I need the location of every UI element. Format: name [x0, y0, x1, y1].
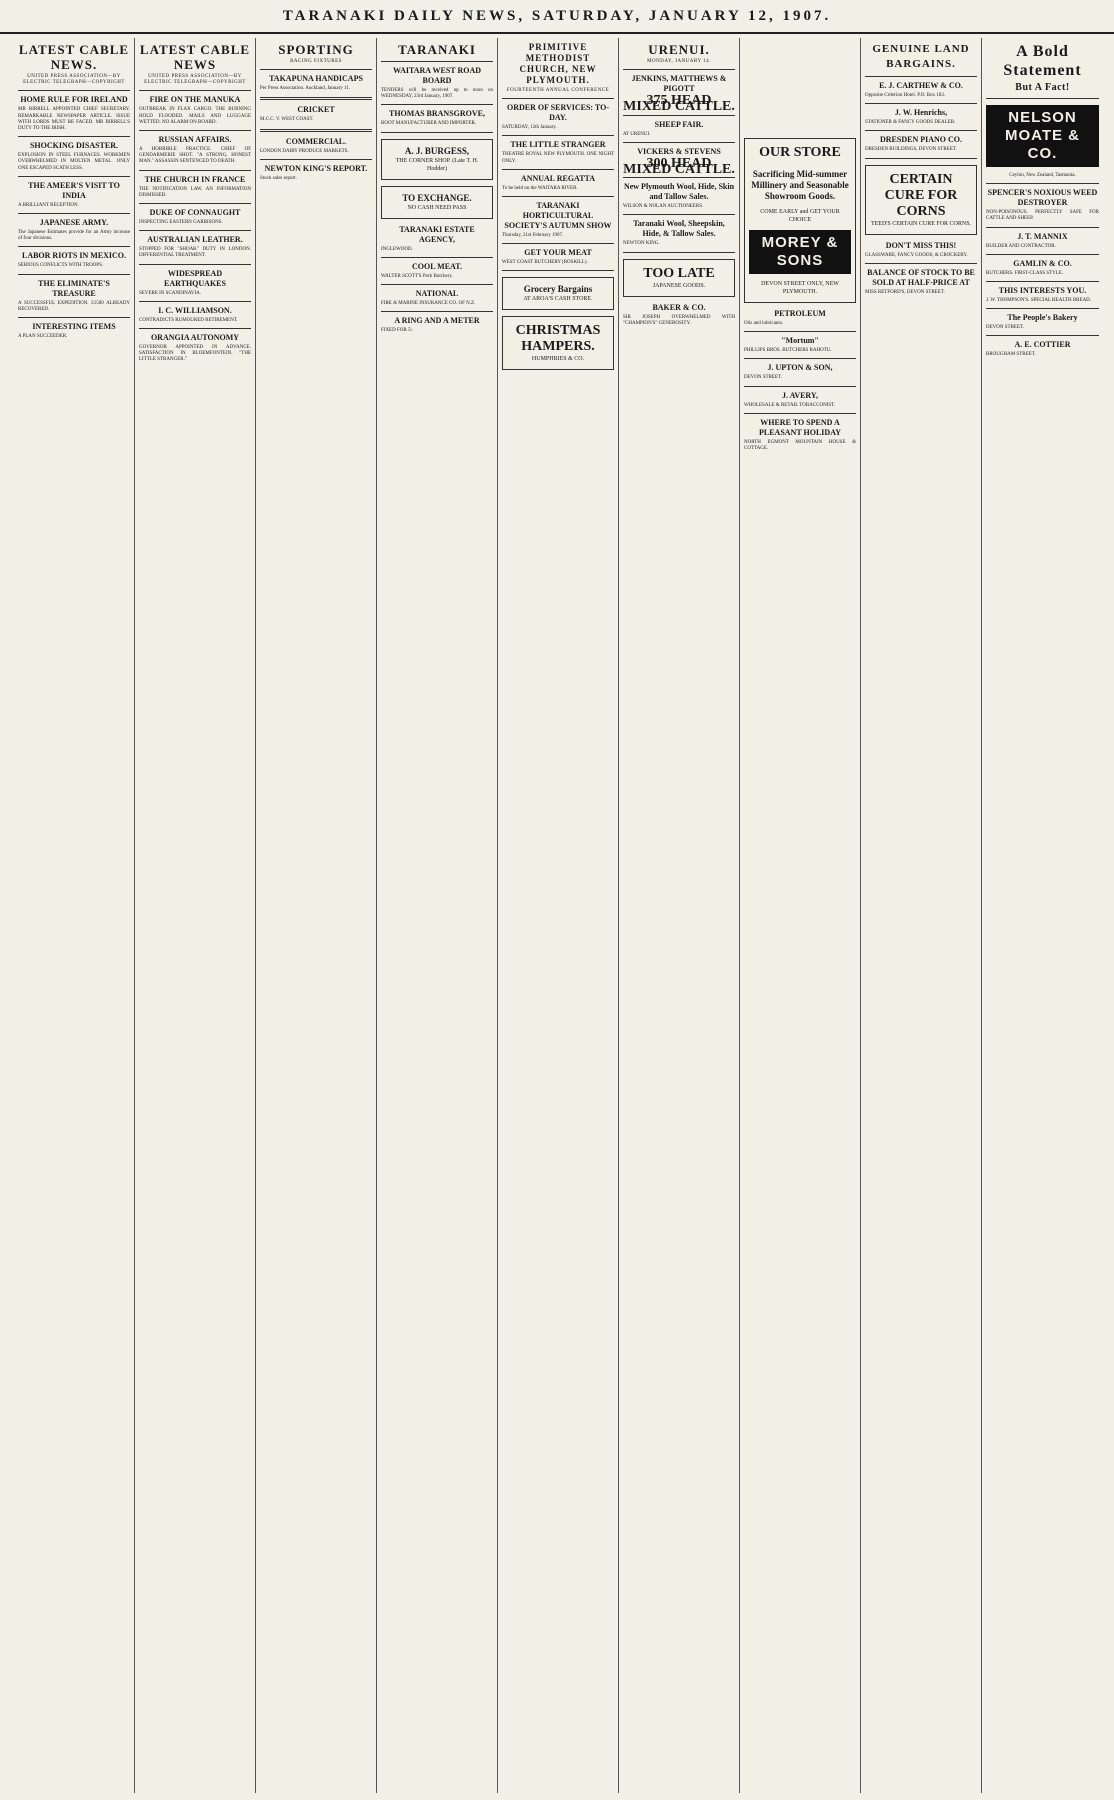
ad-address: DEVON STREET ONLY, NEW PLYMOUTH. — [761, 281, 839, 295]
article-body: STOPPED FOR "SHOAK" DUTY IN LONDON. DIFFERENTIAL TREATMENT. — [139, 247, 251, 259]
article-body: Opposite Criterion Hotel. P.O. Box 183. — [865, 93, 946, 98]
article-title: INTERESTING ITEMS — [32, 322, 116, 332]
article-body: WHOLESALE & RETAIL TOBACCONIST. — [744, 402, 836, 408]
article-title: J. W. Henrichs, — [894, 108, 948, 118]
article-title: DON'T MISS THIS! — [885, 240, 957, 250]
article-title: LABOR RIOTS IN MEXICO. — [21, 251, 126, 261]
ad-too-late — [623, 259, 735, 297]
article-body: THE NOTIFICATION LAW. AN INFORMATION DISMISSED. — [139, 186, 251, 198]
ad-body: NO CASH NEED PASS — [407, 204, 467, 211]
article-body: DRESDEN BUILDINGS, DEVON STREET. — [865, 147, 957, 153]
article-title: SHEEP FAIR. — [654, 119, 704, 129]
article-body: SEVERE IN SCANDINAVIA. — [139, 290, 201, 296]
article-body: BUTCHERS. FIRST-CLASS STYLE. — [986, 270, 1064, 276]
article-body: The Japanese Estimates provide for an Army increase of four divisions. — [18, 230, 130, 242]
column-3 — [256, 38, 377, 1793]
article-body: MISS RETFORD'S, DEVON STREET. — [865, 289, 945, 295]
column-kicker: UNITED PRESS ASSOCIATION—BY ELECTRIC TELEGRAPH—COPYRIGHT — [23, 74, 125, 86]
ad-burgess — [381, 139, 493, 180]
column-kicker: RACING FIXTURES — [290, 59, 342, 64]
article-title: HOME RULE FOR IRELAND — [20, 95, 128, 105]
ad-body: AT AROA'S CASH STORE. — [523, 296, 593, 303]
article-title: PETROLEUM — [774, 309, 826, 318]
column-kicker: But A Fact! — [1015, 82, 1070, 93]
article-body: J. W. THOMPSON'S. SPECIAL HEALTH BREAD. — [986, 298, 1092, 304]
article-body: TENDERS will be received up to noon on WEDNESDAY, 23rd January, 1907. — [381, 88, 493, 100]
column-6 — [619, 38, 740, 1793]
ad-hampers — [502, 316, 614, 370]
article-title: J. T. MANNIX — [1017, 231, 1068, 241]
article-body: GLASSWARE, FANCY GOODS, & CROCKERY. — [865, 252, 968, 258]
article-title: I. C. WILLIAMSON. — [158, 305, 232, 315]
article-body: SERIOUS CONFLICTS WITH TROOPS. — [18, 263, 104, 269]
article-title: J. UPTON & SON, — [767, 363, 833, 373]
article-body: FIRE & MARINE INSURANCE CO. OF N.Z. — [381, 301, 476, 307]
ad-body: COME EARLY and GET YOUR CHOICE — [760, 209, 840, 223]
column-heading: GENUINE LAND BARGAINS. — [872, 43, 970, 70]
column-heading: LATEST CABLE NEWS — [139, 42, 251, 72]
article-body: SATURDAY, 12th January. — [502, 125, 557, 131]
article-title: JENKINS, MATTHEWS & PIGOTT — [631, 74, 727, 94]
nelson-moate-logo: NELSON MOATE & CO. — [986, 105, 1099, 167]
morey-sons-logo: MOREY & SONS — [749, 230, 851, 274]
article-title: A RING AND A METER — [394, 316, 480, 326]
article-body: MR BIRRELL APPOINTED CHIEF SECRETARY. REMARKABLE NEWSPAPER ARTICLE. ISSUE WITH LORDS MUST BE FACED. MR BIRRELL'S DUTY TO THE IRISH. — [18, 107, 130, 132]
column-heading: SPORTING — [278, 42, 354, 57]
column-1 — [14, 38, 135, 1793]
article-body: A SUCCESSFUL EXPEDITION. £1500 ALREADY RECOVERED. — [18, 300, 130, 312]
article-title: SPENCER'S NOXIOUS WEED DESTROYER — [987, 188, 1098, 208]
article-body: 300 HEAD MIXED CATTLE. — [623, 155, 735, 178]
article-title: THE LITTLE STRANGER — [510, 140, 606, 150]
article-body: A PLAN SUCCEEDER. — [18, 334, 68, 340]
article-body: AT URENUI. — [623, 131, 651, 137]
article-body: Thursday, 21st February 1907. — [502, 233, 564, 239]
article-body: NORTH EGMONT MOUNTAIN HOUSE & COTTAGE. — [744, 439, 856, 452]
article-title: WAITARA WEST ROAD BOARD — [392, 66, 482, 85]
ad-title: TOO LATE — [643, 265, 715, 281]
article-body: M.C.C. V. WEST COAST. — [260, 117, 314, 123]
article-body: BUILDER AND CONTRACTOR. — [986, 243, 1056, 249]
article-title: CRICKET — [297, 105, 335, 115]
ad-title: A. J. BURGESS, — [404, 145, 470, 156]
article-body: STATIONER & FANCY GOODS DEALER. — [865, 120, 956, 126]
column-4 — [377, 38, 498, 1793]
column-heading: LATEST CABLE NEWS. — [18, 42, 130, 72]
column-9 — [982, 38, 1103, 1793]
article-body: WILSON & NOLAN AUCTIONEERS. — [623, 204, 704, 210]
ad-title: TO EXCHANGE. — [402, 192, 472, 203]
article-title: A. E. COTTIER — [1014, 340, 1071, 350]
article-title: TARANAKI ESTATE AGENCY, — [399, 224, 475, 244]
ad-corns — [865, 165, 977, 235]
article-body: CONTRADICTS RUMOURED RETIREMENT. — [139, 317, 238, 323]
ad-grocery — [502, 277, 614, 310]
article-title: New Plymouth Wool, Hide, Skin and Tallow Sales. — [623, 182, 735, 202]
column-heading: TARANAKI — [398, 42, 476, 57]
article-title: WHERE TO SPEND A PLEASANT HOLIDAY — [758, 417, 842, 437]
article-title: J. AVERY, — [782, 390, 818, 400]
article-body: To be held on the WAITARA RIVER. — [502, 185, 578, 191]
newspaper-columns — [14, 38, 1104, 1793]
article-body: 375 HEAD MIXED CATTLE. — [623, 93, 735, 115]
article-body: WALTER SCOTT'S Pork Butchery. — [381, 273, 453, 279]
article-title: WIDESPREAD EARTHQUAKES — [164, 268, 226, 288]
article-title: DRESDEN PIANO CO. — [879, 135, 962, 145]
article-body: INGLEWOOD. — [381, 246, 413, 252]
article-body: PHILLIPS BROS. BUTCHERS RAHOTU. — [744, 348, 832, 354]
ad-title: OUR STORE — [759, 145, 841, 160]
column-kicker: UNITED PRESS ASSOCIATION—BY ELECTRIC TELEGRAPH—COPYRIGHT — [144, 74, 246, 86]
column-heading: A Bold Statement — [1003, 43, 1082, 79]
article-body: NON-POISONOUS. PERFECTLY SAFE FOR CATTLE AND SHEEP. — [986, 210, 1099, 222]
article-title: ORANGIA AUTONOMY — [150, 333, 240, 343]
column-8 — [861, 38, 982, 1793]
article-title: BALANCE OF STOCK TO BE SOLD AT HALF-PRICE AT — [867, 267, 975, 287]
article-body: Ceylon, New Zealand, Tasmania. — [1009, 173, 1076, 178]
article-title: THE ELIMINATE'S TREASURE — [38, 278, 110, 298]
article-title: AUSTRALIAN LEATHER. — [147, 235, 243, 245]
article-title: Taranaki Wool, Sheepskin, Hide, & Tallow Sales. — [633, 219, 725, 239]
ad-title: CHRISTMAS HAMPERS. — [515, 323, 601, 355]
ad-body: THE CORNER SHOP. (Late T. H. Hodder) — [395, 157, 479, 172]
article-title: "Mortum" — [781, 336, 819, 346]
article-title: ANNUAL REGATTA — [520, 173, 596, 183]
article-title: JAPANESE ARMY. — [39, 218, 109, 228]
article-body: Stock sales report. — [260, 175, 297, 181]
article-title: THOMAS BRANSGROVE, — [388, 109, 485, 119]
ad-our-store — [744, 138, 856, 303]
article-title: VICKERS & STEVENS — [637, 146, 721, 156]
ad-title: CERTAIN CURE FOR CORNS — [884, 171, 958, 219]
article-title: RUSSIAN AFFAIRS. — [158, 135, 232, 145]
article-body: OUTBREAK IN FLAX CARGO. THE BURNING HOLD FLOODED. MAILS AND LUGGAGE WETTED. NO ALARM ON BOARD. — [139, 107, 251, 125]
article-title: ORDER OF SERVICES: TO-DAY. — [506, 103, 610, 123]
article-title: FIRE ON THE MANUKA — [149, 95, 241, 105]
article-title: COOL MEAT. — [412, 261, 462, 271]
masthead — [0, 0, 1114, 34]
column-5 — [498, 38, 619, 1793]
article-body: WEST COAST BUTCHERY (ROSKILL). — [502, 260, 588, 266]
ad-subtitle: Sacrificing Mid-summer Millinery and Seasonable Showroom Goods. — [751, 169, 849, 201]
article-title: THE AMEER'S VISIT TO INDIA — [28, 180, 120, 200]
column-7 — [740, 38, 861, 1793]
article-title: SHOCKING DISASTER. — [29, 141, 119, 151]
column-2 — [135, 38, 256, 1793]
article-title: THE CHURCH IN FRANCE — [144, 174, 246, 184]
ad-exchange — [381, 186, 493, 219]
article-title: NEWTON KING'S REPORT. — [264, 163, 368, 173]
article-body: EXPLOSION IN STEEL FURNACES. WORKMEN OVERWHELMED IN MOLTEN METAL. ONLY ONE ESCAPED SCATH LESS. — [18, 153, 130, 171]
column-heading: PRIMITIVE METHODIST CHURCH, NEW PLYMOUTH. — [519, 42, 597, 85]
article-body: Oils and lubricants. — [744, 321, 784, 326]
article-title: E. J. CARTHEW & CO. — [879, 81, 963, 90]
article-title: The People's Bakery — [1007, 313, 1078, 323]
article-body: FIXED FOR 5/. — [381, 328, 414, 334]
article-body: BROUGHAM STREET. — [986, 352, 1036, 358]
article-title: COMMERCIAL. — [285, 136, 347, 146]
article-body: INSPECTING EASTERN GARRISONS. — [139, 220, 223, 226]
article-title: TAKAPUNA HANDICAPS — [269, 74, 363, 84]
column-kicker: MONDAY, JANUARY 14. — [647, 59, 711, 64]
article-title: THIS INTERESTS YOU. — [998, 286, 1087, 296]
column-heading: URENUI. — [648, 42, 710, 57]
article-title: TARANAKI HORTICULTURAL SOCIETY'S AUTUMN SHOW — [504, 201, 612, 231]
article-body: Per Press Association. Auckland, January 11. — [260, 86, 351, 92]
column-kicker: FOURTEENTH ANNUAL CONFERENCE — [506, 88, 610, 93]
newspaper-title: TARANAKI DAILY NEWS, SATURDAY, JANUARY 12, 1907. — [282, 7, 832, 24]
ad-body: HUMPHRIES & CO. — [531, 356, 585, 363]
article-title: DUKE OF CONNAUGHT — [149, 208, 241, 218]
article-body: THEATRE ROYAL NEW PLYMOUTH. ONE NIGHT ONLY. — [502, 152, 614, 164]
ad-title: Grocery Bargains — [523, 284, 593, 295]
article-title: GET YOUR MEAT — [524, 248, 592, 258]
article-title: BAKER & CO. — [652, 302, 706, 312]
article-body: SIR JOSEPH OVERWHELMED WITH "CHAMPION'S" GENEROSITY. — [623, 314, 735, 326]
article-body: DEVON STREET. — [986, 325, 1024, 331]
article-title: GAMLIN & CO. — [1013, 258, 1072, 268]
article-body: GOVERNOR APPOINTED IN ADVANCE. SATISFACTION IN BLOEMFONTEIN. "THE LITTLE STRANGER." — [139, 345, 251, 363]
article-body: A BRILLIANT RECEPTION. — [18, 202, 79, 208]
ad-body: TEED'S CERTAIN CURE FOR CORNS. — [870, 220, 972, 227]
article-body: BOOT MANUFACTURER AND IMPORTER. — [381, 121, 477, 127]
article-body: LONDON DAIRY PRODUCE MARKETS. — [260, 148, 349, 154]
article-body: DEVON STREET. — [744, 375, 782, 381]
article-title: NATIONAL — [415, 289, 459, 299]
article-body: NEWTON KING. — [623, 241, 660, 247]
ad-body: JAPANESE GOODS. — [652, 282, 706, 289]
article-body: A HORRIBLE PRACTICE. CHIEF OF GENDARMERIE SHOT. "A STRONG, HONEST MAN." ASSASSIN SENTENCED TO DEATH. — [139, 147, 251, 165]
